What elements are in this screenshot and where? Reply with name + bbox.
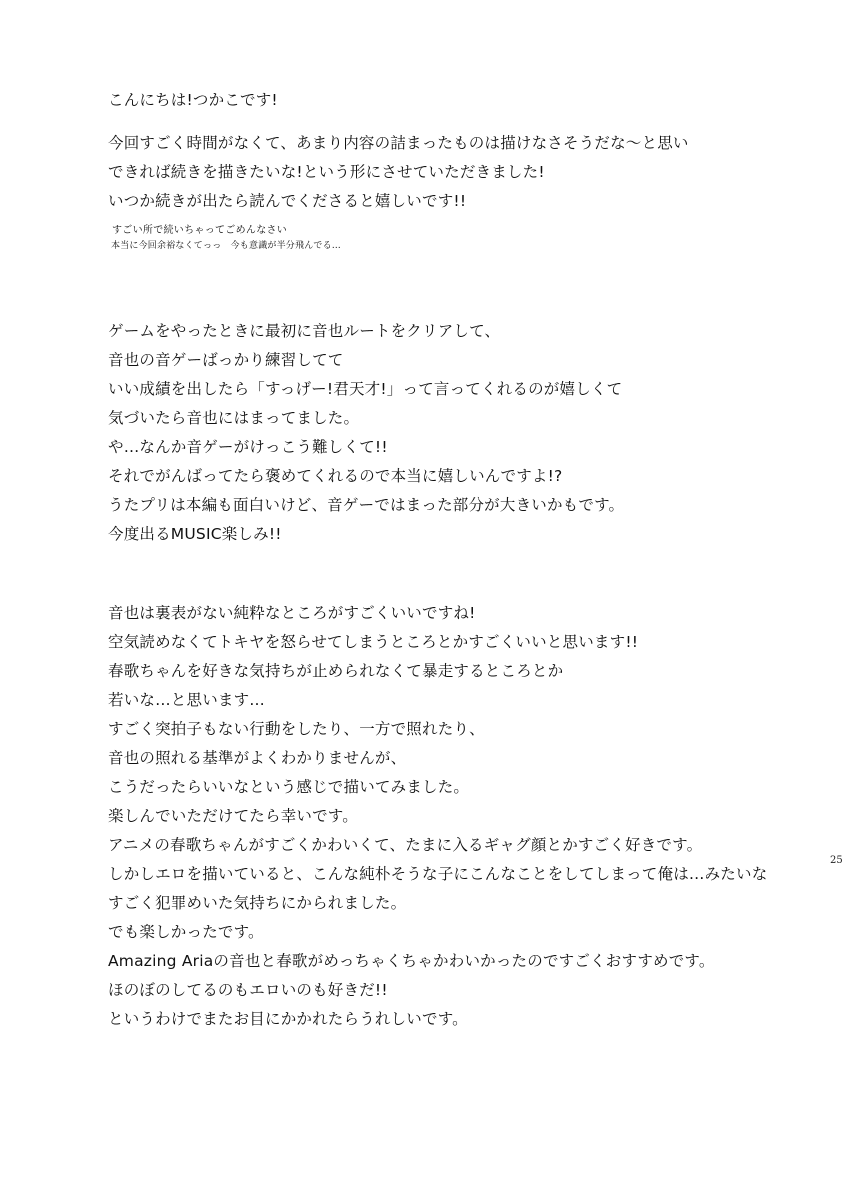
text-line: や…なんか音ゲーがけっこう難しくて!! bbox=[108, 438, 388, 456]
text-line: すごく突拍子もない行動をしたり、一方で照れたり、 bbox=[108, 720, 485, 738]
text-line: うたプリは本編も面白いけど、音ゲーではまった部分が大きいかもです。 bbox=[108, 496, 625, 514]
text-line: 今度出るMUSIC楽しみ!! bbox=[108, 525, 282, 543]
text-line: ゲームをやったときに最初に音也ルートをクリアして、 bbox=[108, 322, 501, 340]
page-number: 25 bbox=[830, 855, 843, 866]
text-line: それでがんばってたら褒めてくれるので本当に嬉しいんですよ!? bbox=[108, 467, 563, 485]
text-line: 若いな…と思います… bbox=[108, 691, 266, 709]
small-note: 本当に今回余裕なくてっっ 今も意識が半分飛んでる… bbox=[111, 241, 342, 251]
text-line: 気づいたら音也にはまってました。 bbox=[108, 409, 360, 427]
text-line: ほのぼのしてるのもエロいのも好きだ!! bbox=[108, 981, 388, 999]
text-line: Amazing Ariaの音也と春歌がめっちゃくちゃかわいかったのですごくおすすめです。 bbox=[108, 952, 715, 970]
text-line: 春歌ちゃんを好きな気持ちが止められなくて暴走するところとか bbox=[108, 662, 564, 680]
text-line: 今回すごく時間がなくて、あまり内容の詰まったものは描けなさそうだな〜と思い bbox=[108, 134, 689, 152]
text-line: いつか続きが出たら読んでくださると嬉しいです!! bbox=[108, 192, 467, 210]
text-line: というわけでまたお目にかかれたらうれしいです。 bbox=[108, 1010, 468, 1028]
text-line: 楽しんでいただけてたら幸いです。 bbox=[108, 807, 358, 825]
greeting-line: こんにちは!つかこです! bbox=[108, 91, 278, 109]
text-line: でも楽しかったです。 bbox=[108, 923, 264, 941]
text-line: アニメの春歌ちゃんがすごくかわいくて、たまに入るギャグ顔とかすごく好きです。 bbox=[108, 836, 703, 854]
text-line: 音也の照れる基準がよくわかりませんが、 bbox=[108, 749, 407, 767]
text-line: こうだったらいいなという感じで描いてみました。 bbox=[108, 778, 470, 796]
small-note: すごい所で続いちゃってごめんなさい bbox=[112, 225, 288, 236]
text-line: いい成績を出したら「すっげー!君天才!」って言ってくれるのが嬉しくて bbox=[108, 380, 623, 398]
text-line: 音也は裏表がない純粋なところがすごくいいですね! bbox=[108, 604, 476, 622]
text-line: 音也の音ゲーばっかり練習してて bbox=[108, 351, 344, 369]
text-line: 空気読めなくてトキヤを怒らせてしまうところとかすごくいいと思います!! bbox=[108, 633, 639, 651]
text-line: できれば続きを描きたいな!という形にさせていただきました! bbox=[108, 163, 545, 181]
text-line: すごく犯罪めいた気持ちにかられました。 bbox=[108, 894, 407, 912]
text-line: しかしエロを描いていると、こんな純朴そうな子にこんなことをしてしまって俺は…みたいな bbox=[108, 865, 768, 883]
